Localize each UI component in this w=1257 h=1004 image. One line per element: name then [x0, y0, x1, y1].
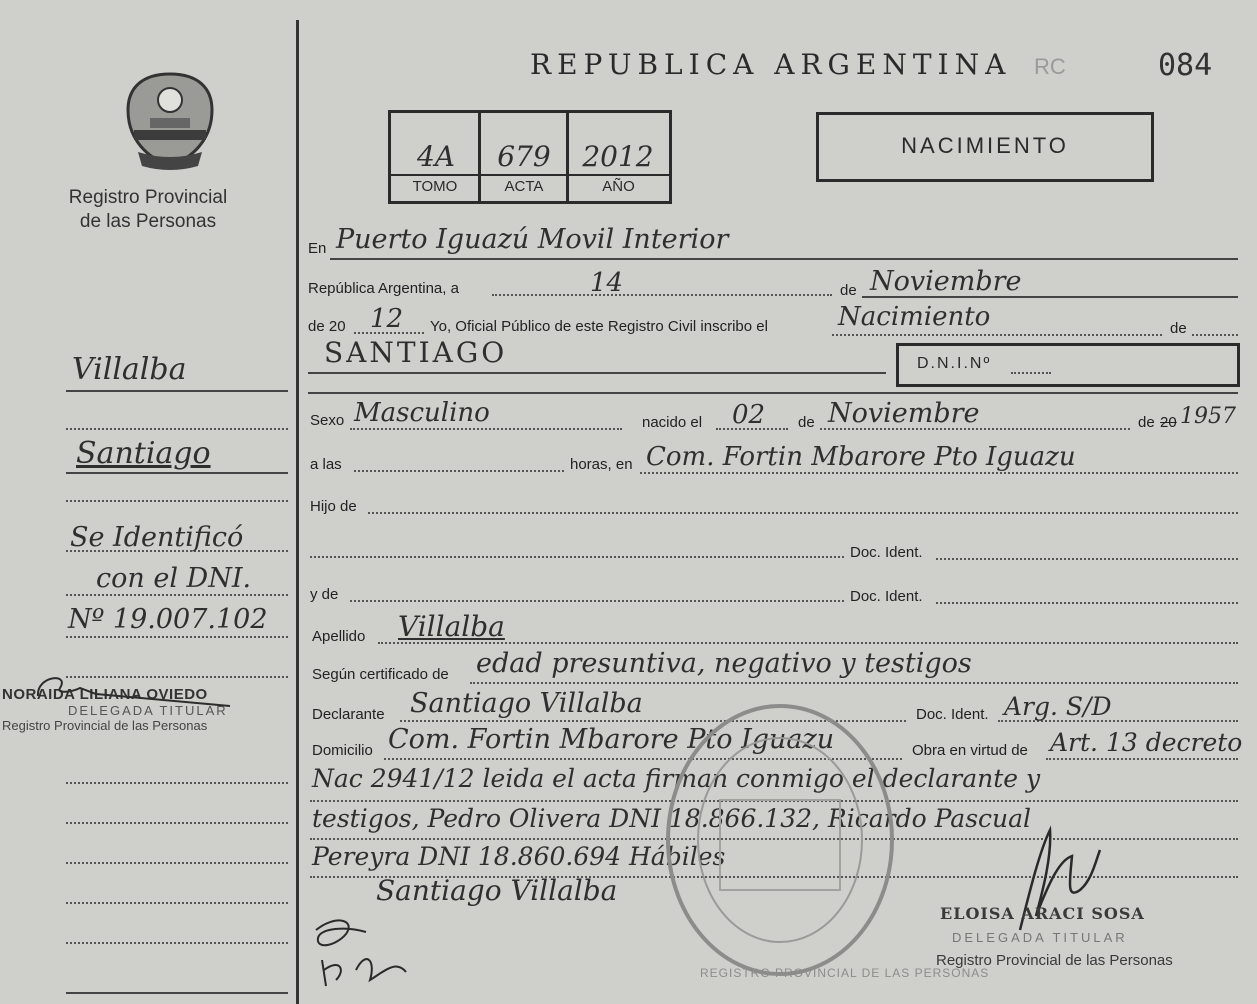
- domicilio-label: Domicilio: [312, 742, 373, 759]
- nacido-label: nacido el: [642, 414, 703, 431]
- month-value: Noviembre: [870, 266, 1022, 297]
- sexo-line: [350, 428, 622, 430]
- en-line: [330, 258, 1238, 260]
- stamp-left-org: Registro Provincial de las Personas: [2, 718, 208, 733]
- father-line: [368, 512, 1238, 514]
- name-value: SANTIAGO: [324, 336, 508, 369]
- obra-label: Obra en virtud de: [912, 742, 1028, 759]
- notes-line-2: testigos, Pedro Olivera DNI 18.866.132, Ricardo Pascual: [312, 804, 1032, 833]
- officer-text: Yo, Oficial Público de este Registro Civil inscribo el: [430, 318, 768, 335]
- round-seal-text: REGISTRO PROVINCIAL DE LAS PERSONAS: [700, 966, 990, 980]
- margin-line: [66, 782, 288, 784]
- a-las-label: a las: [310, 456, 342, 473]
- margin-line: [66, 594, 288, 596]
- domicilio-value: Com. Fortin Mbarore Pto Iguazu: [388, 724, 835, 755]
- obra-line: [1046, 758, 1238, 760]
- margin-line: [66, 942, 288, 944]
- dni-box: [896, 343, 1240, 387]
- signer-name: ELOISA ARACI SOSA: [940, 904, 1145, 923]
- anio-label: AÑO: [602, 178, 635, 195]
- margin-note-line1: Se Identificó: [70, 522, 244, 553]
- year-print: 20: [1160, 414, 1177, 431]
- left-margin-rule: [296, 20, 299, 1004]
- margin-line: [66, 822, 288, 824]
- event-value: Nacimiento: [838, 302, 991, 332]
- notes-line-3: Pereyra DNI 18.860.694 Hábiles: [312, 842, 726, 871]
- day-line: [492, 294, 832, 296]
- dni-label: D.N.I.Nº: [917, 355, 992, 372]
- margin-line: [66, 390, 288, 392]
- registry-name: [0, 186, 296, 234]
- margin-line: [66, 472, 288, 474]
- de-label-4: de: [1138, 414, 1155, 431]
- acta-label: ACTA: [504, 178, 544, 195]
- segun-line: [470, 682, 1238, 684]
- y-de-label: y de: [310, 586, 339, 603]
- mother-line: [350, 600, 844, 602]
- birth-year: 1957: [1180, 404, 1236, 429]
- day-value: 14: [590, 268, 624, 298]
- acta-value: 679: [497, 140, 551, 173]
- margin-surname: Villalba: [72, 352, 187, 387]
- margin-line: [66, 636, 288, 638]
- registry-name-line2: de las Personas: [79, 211, 217, 232]
- tomo-label: TOMO: [412, 178, 458, 195]
- signer-org: Registro Provincial de las Personas: [936, 952, 1173, 969]
- misiones-coat-of-arms-icon: [120, 70, 220, 170]
- margin-note-line3: Nº 19.007.102: [68, 604, 268, 635]
- margin-line: [66, 428, 288, 430]
- anio-value: 2012: [582, 140, 654, 173]
- republica-label: República Argentina, a: [308, 280, 459, 297]
- margin-line: [66, 862, 288, 864]
- margin-line: [66, 902, 288, 904]
- signer-role: DELEGADA TITULAR: [952, 930, 1128, 945]
- doc-ident-3: Doc. Ident.: [916, 706, 989, 723]
- birth-place-line: [640, 472, 1238, 474]
- de-label-2: de: [1170, 320, 1187, 337]
- apellido-value: Villalba: [398, 610, 505, 643]
- sexo-value: Masculino: [354, 398, 490, 428]
- segun-value: edad presuntiva, negativo y testigos: [476, 648, 972, 679]
- margin-note-line2: con el DNI.: [96, 563, 252, 594]
- registry-name-line1: Registro Provincial: [68, 187, 228, 208]
- year-prefix: de 20: [308, 318, 346, 335]
- record-row-divider: [391, 174, 669, 176]
- name-line: [308, 372, 886, 374]
- year-value: 12: [370, 304, 404, 334]
- document-title: REPUBLICA ARGENTINA: [530, 48, 1012, 81]
- margin-line: [66, 500, 288, 502]
- hijo-label: Hijo de: [310, 498, 357, 515]
- declarant-signature: Santiago Villalba: [376, 874, 618, 907]
- declarante-value: Santiago Villalba: [410, 688, 643, 719]
- apellido-line: [378, 642, 1238, 644]
- event-line: [832, 334, 1162, 336]
- stamp-left-role: DELEGADA TITULAR: [68, 703, 228, 718]
- horas-label: horas, en: [570, 456, 633, 473]
- notes-line-1: Nac 2941/12 leida el acta firman conmigo el declarante y: [312, 764, 1041, 793]
- en-label: En: [308, 240, 327, 257]
- rule: [308, 392, 1238, 394]
- faint-mark: RC: [1034, 54, 1066, 79]
- de-label-1: de: [840, 282, 857, 299]
- stamp-left-name: NORAIDA LILIANA OVIEDO: [2, 686, 208, 703]
- tomo-value: 4A: [416, 140, 456, 173]
- record-type-box: [816, 112, 1154, 182]
- father-line-2: [310, 556, 844, 558]
- declarante-doc: Arg. S/D: [1004, 692, 1112, 721]
- margin-signature-stroke: [30, 670, 280, 710]
- hour-line: [354, 470, 564, 472]
- page-number: 084: [1158, 48, 1213, 83]
- event-line-end: [1192, 334, 1238, 336]
- doc-ident-1: Doc. Ident.: [850, 544, 923, 561]
- birth-place: Com. Fortin Mbarore Pto Iguazu: [646, 442, 1076, 472]
- doc-ident-line-2: [936, 602, 1238, 604]
- margin-line: [66, 992, 288, 994]
- registry-round-seal-icon: [660, 700, 900, 980]
- record-type-label: NACIMIENTO: [901, 133, 1069, 158]
- segun-label: Según certificado de: [312, 666, 449, 683]
- birth-month: Noviembre: [828, 398, 980, 429]
- officer-initials-stroke: [306, 910, 416, 990]
- doc-ident-line-1: [936, 558, 1238, 560]
- dni-dots: [1011, 372, 1051, 374]
- de-label-3: de: [798, 414, 815, 431]
- obra-value: Art. 13 decreto: [1050, 728, 1243, 757]
- apellido-label: Apellido: [312, 628, 366, 645]
- sexo-label: Sexo: [310, 412, 345, 429]
- margin-given-name: Santiago: [76, 436, 211, 471]
- doc-ident-2: Doc. Ident.: [850, 588, 923, 605]
- birth-day: 02: [732, 400, 766, 430]
- declarante-label: Declarante: [312, 706, 385, 723]
- en-value: Puerto Iguazú Movil Interior: [336, 224, 729, 255]
